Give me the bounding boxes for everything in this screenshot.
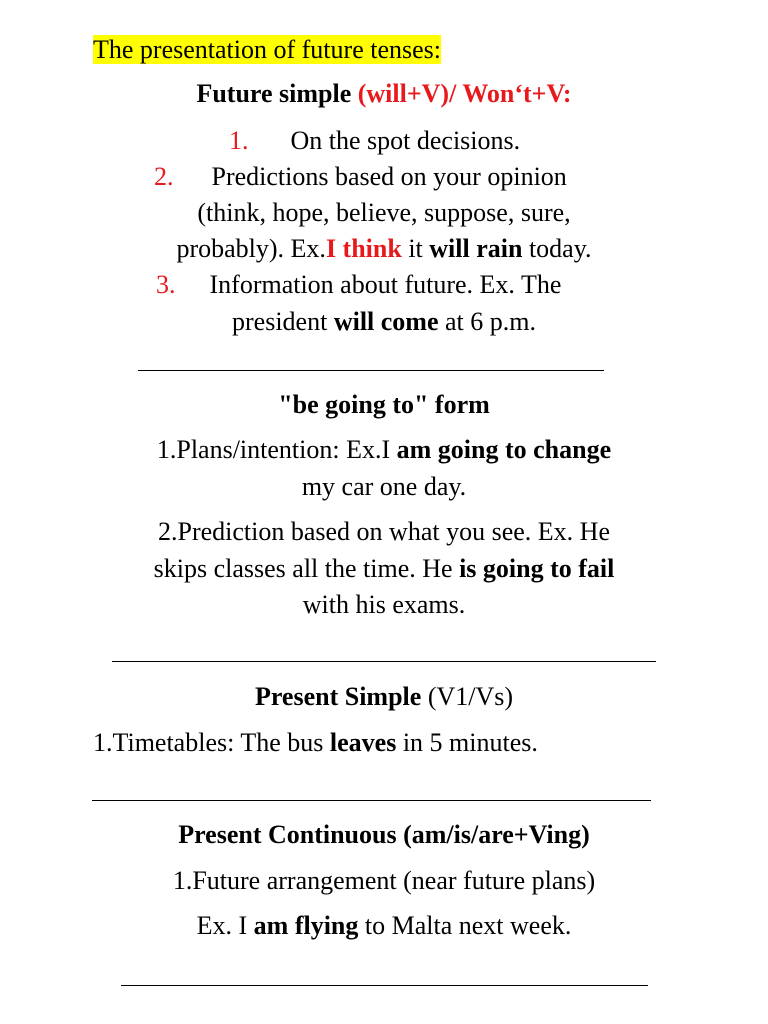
divider <box>92 800 651 801</box>
list-number: 3. <box>156 270 176 299</box>
bold-phrase: will rain <box>429 234 523 263</box>
list-item-3: 3. Information about future. Ex. The <box>156 270 562 299</box>
divider <box>121 985 648 986</box>
bold-phrase: is going to fail <box>459 554 615 583</box>
list-number: 1. <box>229 126 249 155</box>
going-to-item-1-line2: my car one day. <box>301 472 467 501</box>
list-item-3-line2: president will come at 6 p.m. <box>232 307 536 336</box>
list-number: 2. <box>154 162 174 191</box>
present-continuous-example: Ex. I am flying to Malta next week. <box>196 911 572 940</box>
going-to-item-2-line3: with his exams. <box>302 590 466 619</box>
present-simple-item: 1.Timetables: The bus leaves in 5 minutes. <box>93 728 538 757</box>
bold-phrase: will come <box>333 307 439 336</box>
going-to-heading: "be going to" form <box>278 390 490 419</box>
going-to-item-1: 1.Plans/intention: Ex.I am going to change <box>156 435 612 464</box>
divider <box>138 370 604 371</box>
present-continuous-heading: Present Continuous (am/is/are+Ving) <box>178 820 590 849</box>
title-highlight: The presentation of future tenses: <box>93 35 441 64</box>
bold-phrase: am going to change <box>396 435 612 464</box>
future-simple-heading: Future simple (will+V)/ Won‘t+V: <box>196 79 572 108</box>
highlight-phrase: I think <box>325 234 402 263</box>
page-title <box>93 32 441 68</box>
bold-phrase: am flying <box>253 911 359 940</box>
list-item-2: 2. Predictions based on your opinion <box>154 162 567 191</box>
present-simple-heading: Present Simple (V1/Vs) <box>254 682 514 711</box>
list-item-1: 1. On the spot decisions. <box>229 126 521 155</box>
going-to-item-2-line2: skips classes all the time. He is going to fail <box>153 554 615 583</box>
list-item-2-line3: probably). Ex.I think it will rain today. <box>176 234 592 263</box>
present-continuous-item: 1.Future arrangement (near future plans) <box>172 866 596 895</box>
divider <box>112 661 656 662</box>
going-to-item-2: 2.Prediction based on what you see. Ex. He <box>157 517 610 546</box>
future-simple-form: (will+V)/ Won‘t+V: <box>357 79 572 108</box>
list-item-2-line2: (think, hope, believe, suppose, sure, <box>197 198 571 227</box>
bold-phrase: leaves <box>329 728 397 757</box>
